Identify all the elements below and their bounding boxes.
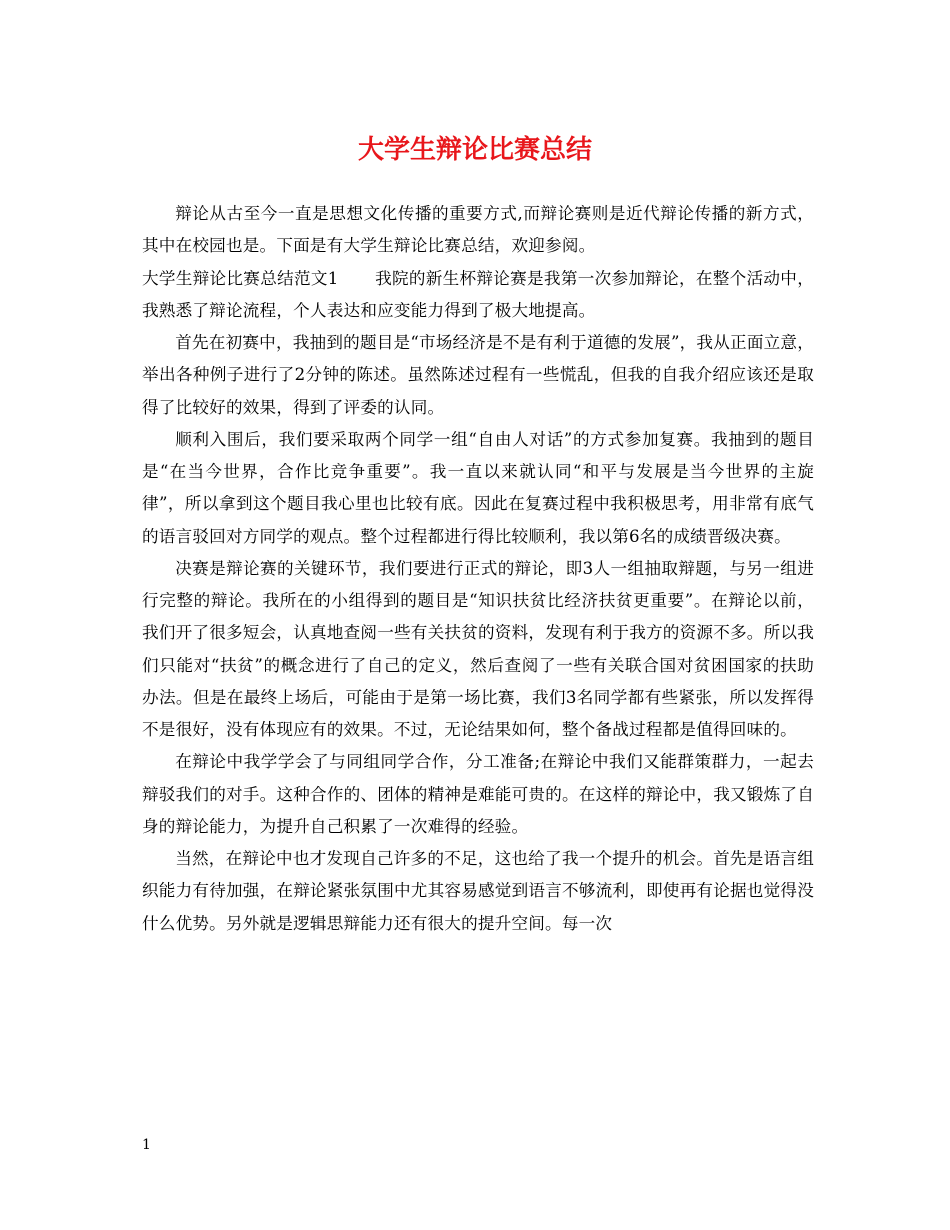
document-title: 大学生辩论比赛总结: [357, 135, 592, 165]
body-paragraph-3: 决赛是辩论赛的关键环节，我们要进行正式的辩论，即3人一组抽取辩题，与另一组进行完整的辩论。我所在的小组得到的题目是“知识扶贫比经济扶贫更重要”。在辩论以前，我们开了很多短会，认真地查阅一些有关扶贫的资料，发现有利于我方的资源不多。所以我们只能对“扶贫”的概念进行了自己的定义，然后查阅了一些有关联合国对贫困国家的扶助办法。但是在最终上场后，可能由于是第一场比赛，我们3名同学都有些紧张，所以发挥得不是很好，没有体现应有的效果。不过，无论结果如何，整个备战过程都是值得回味的。: [142, 558, 814, 739]
body-paragraph-4: 在辩论中我学学会了与同组同学合作，分工准备;在辩论中我们又能群策群力，一起去辩驳我们的对手。这种合作的、团体的精神是难能可贵的。在这样的辩论中，我又锻炼了自身的辩论能力，为提升自己积累了一次难得的经验。: [142, 752, 814, 836]
sample-heading: 大学生辩论比赛总结范文1: [142, 268, 339, 288]
body-paragraph-1: 首先在初赛中，我抽到的题目是“市场经济是不是有利于道德的发展”，我从正面立意，举出各种例子进行了2分钟的陈述。虽然陈述过程有一些慌乱，但我的自我介绍应该还是取得了比较好的效果，得到了评委的认同。: [142, 333, 814, 417]
intro-paragraph: 辩论从古至今一直是思想文化传播的重要方式,而辩论赛则是近代辩论传播的新方式，其中在校园也是。下面是有大学生辩论比赛总结，欢迎参阅。: [142, 204, 814, 256]
body-paragraph-5: 当然，在辩论中也才发现自己许多的不足，这也给了我一个提升的机会。首先是语言组织能力有待加强，在辩论紧张氛围中尤其容易感觉到语言不够流利，即使再有论据也觉得没什么优势。另外就是逻辑思辩能力还有很大的提升空间。每一次: [142, 849, 814, 933]
body-paragraph-2: 顺利入围后，我们要采取两个同学一组“自由人对话”的方式参加复赛。我抽到的题目是“在当今世界，合作比竞争重要”。我一直以来就认同“和平与发展是当今世界的主旋律”，所以拿到这个题目我心里也比较有底。因此在复赛过程中我积极思考，用非常有底气的语言驳回对方同学的观点。整个过程都进行得比较顺利，我以第6名的成绩晋级决赛。: [142, 429, 814, 546]
sample-first-text: 我院的新生杯辩论赛是我第一次参加辩论，在整个活动中，我熟悉了辩论流程，个人表达和应变能力得到了极大地提高。: [142, 268, 814, 320]
sample-paragraph: [142, 263, 814, 328]
page-number: 1: [142, 1137, 151, 1153]
document-body: [142, 198, 814, 940]
